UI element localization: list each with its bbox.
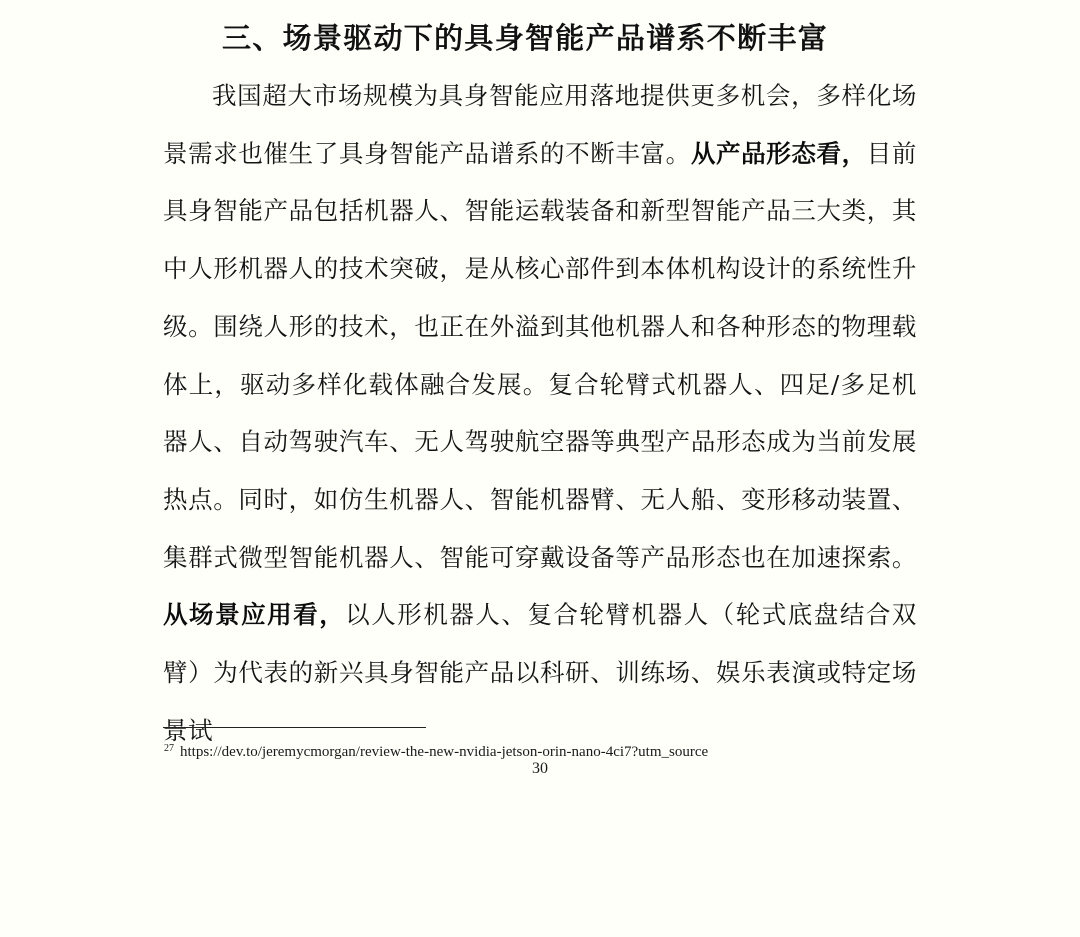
footnote-marker: 27 <box>164 743 174 754</box>
paragraph-sentence-1: 我国超大市场规模为具身智能应用落地提供更多机会，多样化场景需求也催生了具身智能产品谱系的不断丰富。 <box>163 81 917 168</box>
bold-phrase-scenario-application: 从场景应用看， <box>163 600 346 630</box>
section-heading: 三、场景驱动下的具身智能产品谱系不断丰富 <box>222 21 829 55</box>
bold-phrase-product-form: 从产品形态看， <box>690 138 867 168</box>
paragraph-sentence-2: 目前具身智能产品包括机器人、智能运载装备和新型智能产品三大类，其中人形机器人的技术突破，是从核心部件到本体机构设计的系统性升级。围绕人形的技术，也正在外溢到其他机器人和各种形态的物理载体上，驱动多样化载体融合发展。复合轮臂式机器人、四足/多足机器人、自动驾驶汽车、无人驾驶航空器等典型产品形态成为当前发展热点。同时，如仿生机器人、智能机器臂、无人船、变形移动装置、集群式微型智能机器人、智能可穿戴设备等产品形态也在加速探索。 <box>163 138 917 572</box>
paragraph-sentence-3: 以人形机器人、复合轮臂机器人（轮式底盘结合双臂）为代表的新兴具身智能产品以科研、训练场、娱乐表演或特定场景试 <box>163 600 918 745</box>
page-number: 30 <box>532 760 548 777</box>
footnote-divider <box>163 727 426 728</box>
footnote-link[interactable]: https://dev.to/jeremycmorgan/review-the-new-nvidia-jetson-orin-nano-4ci7?utm_source <box>180 744 709 760</box>
body-paragraph <box>163 67 917 759</box>
